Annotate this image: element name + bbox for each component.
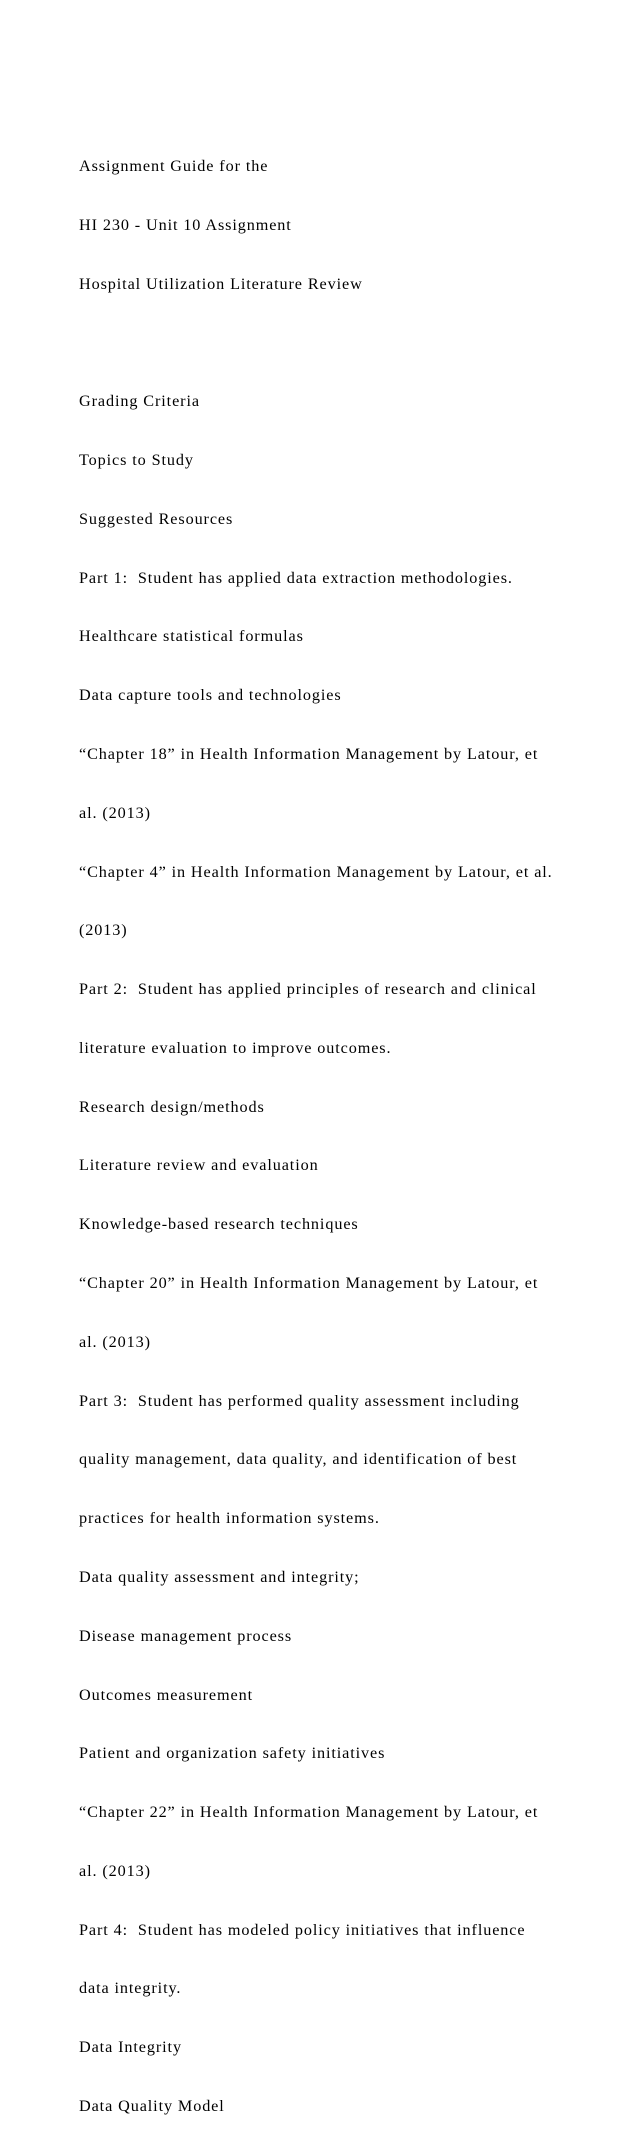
text-line: Healthcare statistical formulas — [79, 627, 304, 646]
text-line: practices for health information systems. — [79, 1509, 380, 1528]
text-line: Data Integrity — [79, 2038, 182, 2057]
text-line: “Chapter 4” in Health Information Management by Latour, et al. — [79, 862, 553, 881]
text-line: Data capture tools and technologies — [79, 686, 342, 705]
text-line: Disease management process — [79, 1626, 293, 1645]
text-line: Topics to Study — [79, 451, 194, 470]
text-line: “Chapter 18” in Health Information Management by Latour, et — [79, 745, 539, 763]
text-line: Research design/methods — [79, 1097, 265, 1116]
text-line: literature evaluation to improve outcomes. — [79, 1038, 392, 1057]
text-line: Outcomes measurement — [79, 1685, 253, 1704]
text-line: Data quality assessment and integrity; — [79, 1567, 360, 1586]
text-line: al. (2013) — [79, 803, 151, 822]
text-line: al. (2013) — [79, 1332, 151, 1351]
text-line: Patient and organization safety initiatives — [79, 1744, 386, 1763]
document-text — [79, 118, 619, 2156]
title-line: Hospital Utilization Literature Review — [79, 274, 363, 293]
text-line: Part 3: Student has performed quality assessment including — [79, 1391, 520, 1410]
text-line: (2013) — [79, 921, 128, 940]
text-line: Literature review and evaluation — [79, 1156, 319, 1175]
text-line: Data Quality Model — [79, 2096, 225, 2115]
text-line: “Chapter 20” in Health Information Management by Latour, et — [79, 1274, 539, 1293]
text-line: Knowledge-based research techniques — [79, 1215, 359, 1234]
title-line: Assignment Guide for the — [79, 157, 269, 176]
text-line: data integrity. — [79, 1979, 182, 1998]
text-line: Suggested Resources — [79, 509, 234, 528]
text-line: Part 1: Student has applied data extraction methodologies. — [79, 568, 513, 587]
text-line: Part 2: Student has applied principles of research and clinical — [79, 980, 537, 999]
text-line: Grading Criteria — [79, 392, 200, 411]
text-line: quality management, data quality, and identification of best — [79, 1450, 518, 1469]
title-line: HI 230 - Unit 10 Assignment — [79, 215, 292, 234]
text-line: al. (2013) — [79, 1861, 151, 1880]
text-line: Part 4: Student has modeled policy initiatives that influence — [79, 1920, 526, 1939]
blank-line — [79, 334, 619, 354]
text-line: “Chapter 22” in Health Information Management by Latour, et — [79, 1803, 539, 1822]
